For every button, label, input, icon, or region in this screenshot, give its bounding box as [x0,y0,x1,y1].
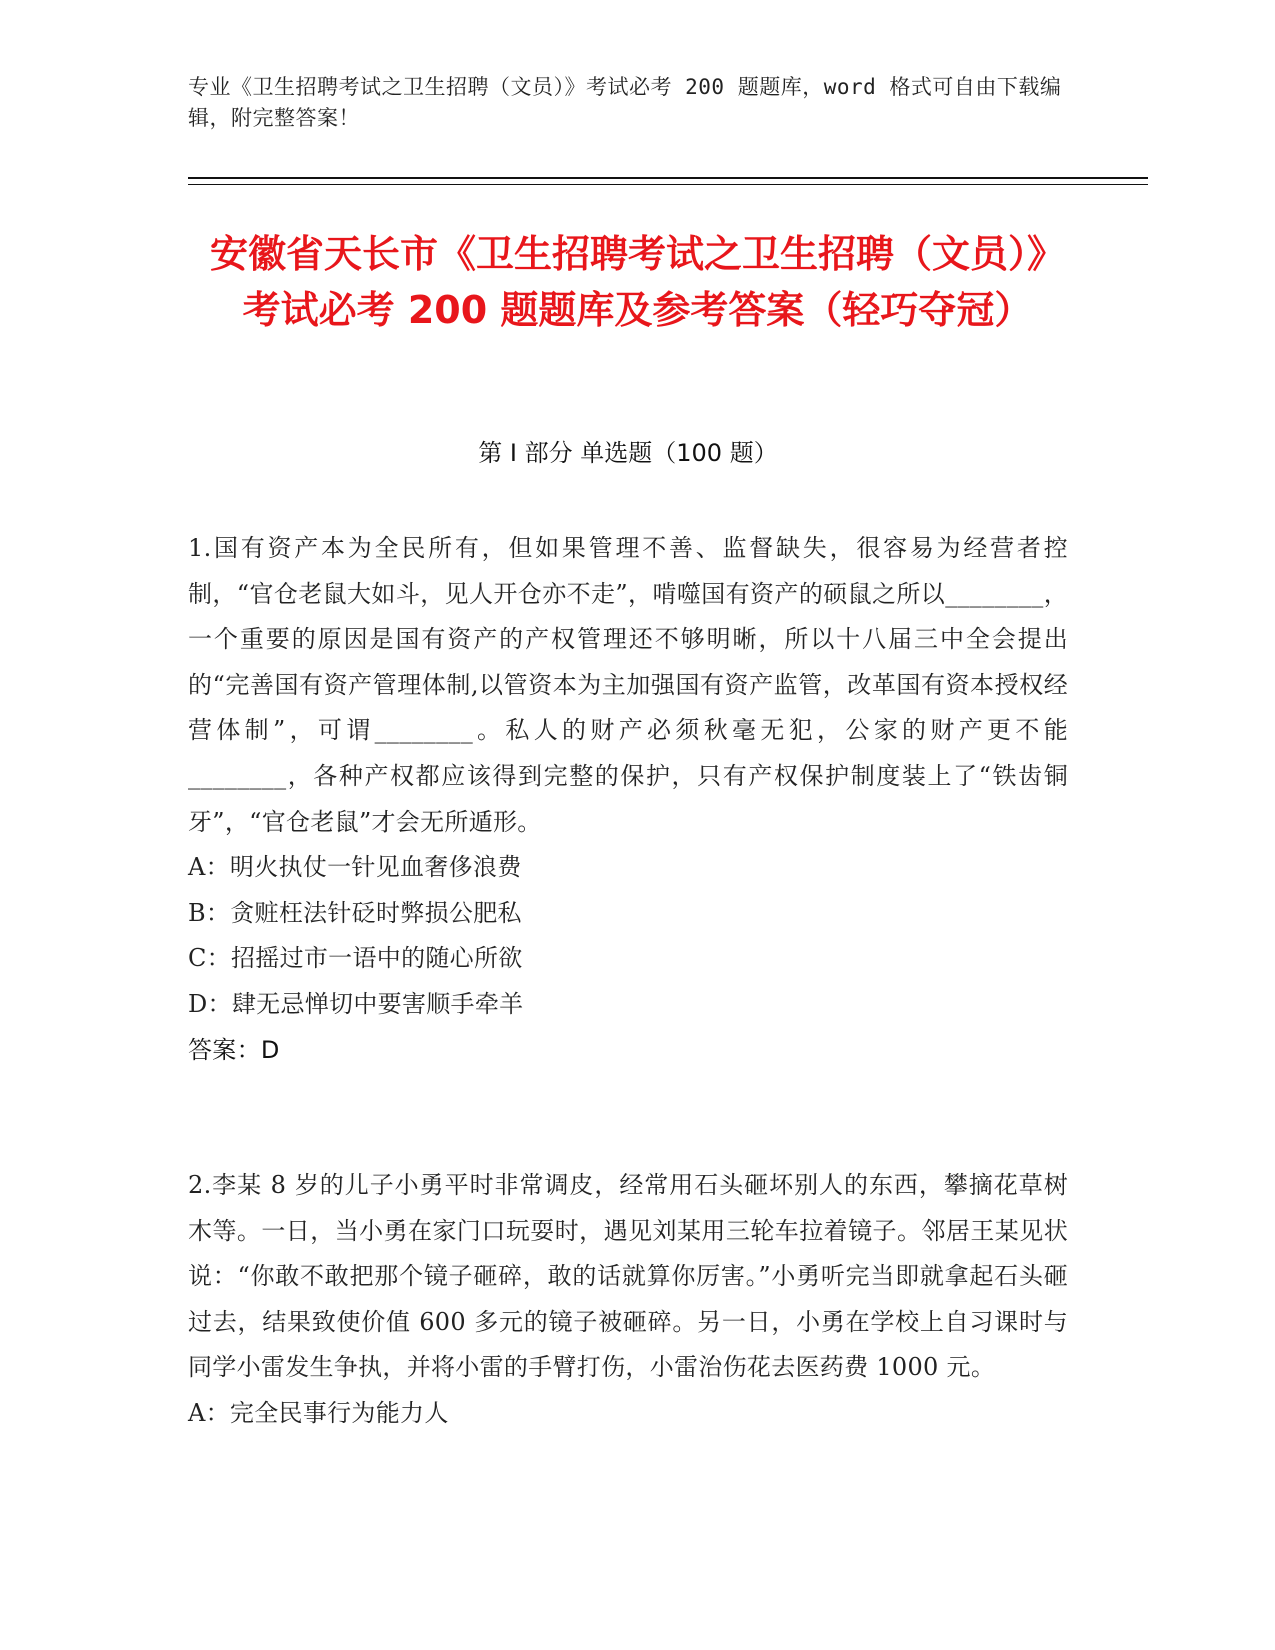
option-d: D：肆无忌惮切中要害顺手牵羊 [188,989,524,1018]
section-heading: 第 I 部分 单选题（100 题） [478,439,778,467]
option-b: B：贪赃枉法针砭时弊损公肥私 [188,898,522,927]
header-note: 专业《卫生招聘考试之卫生招聘（文员）》考试必考 200 题题库，word 格式可自由下载编辑，附完整答案！ [188,75,1062,130]
question-2 [188,1163,1068,1437]
option-c: C：招摇过市一语中的随心所欲 [188,944,523,973]
header-divider-thick [188,177,1148,179]
option-a: A：明火执仗一针见血奢侈浪费 [188,853,522,882]
question-1 [188,526,1068,1073]
question-stem: 1.国有资产本为全民所有，但如果管理不善、监督缺失，很容易为经营者控制，“官仓老鼠大如斗，见人开仓亦不走”，啃噬国有资产的硕鼠之所以________，一个重要的原因是国有资产的产权管理还不够明晰，所以十八届三中全会提出的“完善国有资产管理体制,以管资本为主加强国有资产监管，改革国有资本授权经营体制”，可谓________。私人的财产必须秋毫无犯，公家的财产更不能________，各种产权都应该得到完整的保护，只有产权保护制度装上了“铁齿铜牙”，“官仓老鼠”才会无所遁形。 [188,534,1068,836]
header-divider-thin [188,184,1148,185]
answer-line: 答案：D [188,1035,280,1064]
option-a: A：完全民事行为能力人 [188,1398,449,1427]
document-title: 安徽省天长市《卫生招聘考试之卫生招聘（文员）》考试必考 200 题题库及参考答案（轻巧夺冠） [209,232,1065,332]
question-stem: 2.李某 8 岁的儿子小勇平时非常调皮，经常用石头砸坏别人的东西，攀摘花草树木等。一日，当小勇在家门口玩耍时，遇见刘某用三轮车拉着镜子。邻居王某见状说：“你敢不敢把那个镜子砸碎，敢的话就算你厉害。”小勇听完当即就拿起石头砸过去，结果致使价值 600 多元的镜子被砸碎。另一日，小勇在学校上自习课时与同学小雷发生争执，并将小雷的手臂打伤，小雷治伤花去医药费 1000 元。 [188,1171,1068,1382]
